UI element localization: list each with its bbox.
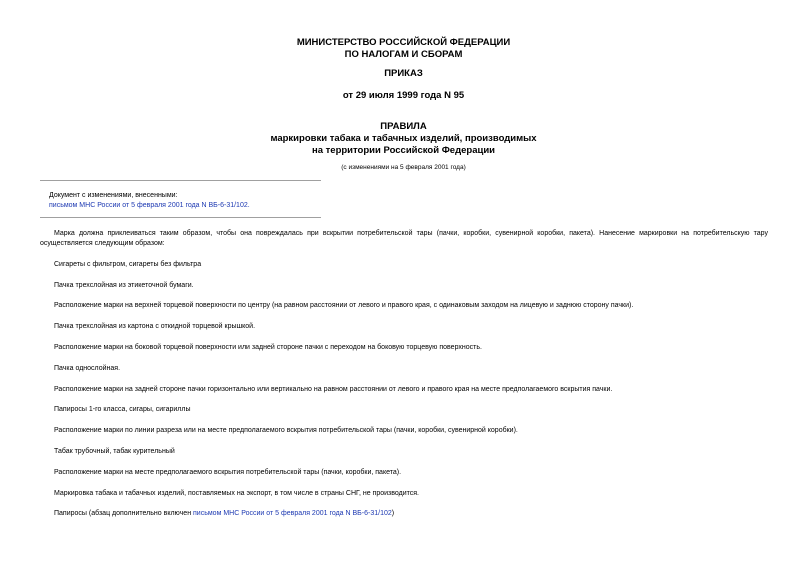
ministry-line-1: МИНИСТЕРСТВО РОССИЙСКОЙ ФЕДЕРАЦИИ (296, 37, 511, 48)
rules-title: ПРАВИЛА (380, 121, 427, 132)
rules-title-block (0, 121, 807, 157)
ministry-line-2: ПО НАЛОГАМ И СБОРАМ (344, 49, 463, 60)
paragraph-last (40, 509, 768, 519)
ministry-title (0, 37, 807, 61)
paragraph: Пачка трехслойная из картона с откидной торцевой крышкой. (54, 323, 256, 331)
paragraph: Пачка трехслойная из этикеточной бумаги. (54, 281, 194, 289)
paragraph: Папиросы 1-го класса, сигары, сигариллы (54, 406, 191, 414)
paragraph: Расположение марки на верхней торцевой поверхности по центру (на равном расстоянии от левого и правого края, с одинаковым заходом на лицевую и заднюю сторону пачки). (54, 302, 634, 310)
document-body (40, 229, 768, 530)
paragraph: Маркировка табака и табачных изделий, поставляемых на экспорт, в том числе в страны СНГ, не производится. (54, 489, 419, 497)
divider-bottom (40, 217, 321, 218)
paragraph: Табак трубочный, табак курительный (54, 447, 175, 455)
order-heading: ПРИКАЗ (384, 68, 423, 79)
order-date-number: от 29 июля 1999 года N 95 (342, 90, 465, 101)
rules-subtitle-line-1: маркировки табака и табачных изделий, производимых (270, 133, 537, 144)
paragraph: Расположение марки на боковой торцевой поверхности или задней стороне пачки с переходом на боковую торцевую поверхность. (54, 343, 482, 351)
last-paragraph-suffix: ) (391, 510, 395, 518)
paragraph: Пачка однослойная. (54, 364, 121, 372)
paragraph-intro: Марка должна приклеиваться таким образом, чтобы она повреждалась при вскрытии потребительской тары (пачки, коробки, сувенирной коробки, пакета). Нанесение маркировки на потребительскую тару осуществляется следующим образом: (40, 230, 768, 247)
amendment-letter-inline-link[interactable]: письмом МНС России от 5 февраля 2001 года N ВБ-6-31/102 (193, 510, 392, 518)
divider-top (40, 180, 321, 181)
amendment-letter-link[interactable]: письмом МНС России от 5 февраля 2001 года N ВБ-6-31/102. (49, 202, 250, 209)
document-changes-label: Документ с изменениями, внесенными: (49, 192, 178, 199)
paragraph: Расположение марки по линии разреза или на месте предполагаемого вскрытия потребительской тары (пачки, коробки, сувенирной коробки). (54, 427, 518, 435)
last-paragraph-prefix: Папиросы (абзац дополнительно включен (54, 510, 194, 518)
paragraph: Сигареты с фильтром, сигареты без фильтра (54, 260, 202, 268)
amendments-note: (с изменениями на 5 февраля 2001 года) (341, 164, 466, 171)
rules-subtitle-line-2: на территории Российской Федерации (311, 145, 496, 156)
paragraph: Расположение марки на задней стороне пачки горизонтально или вертикально на равном расстоянии от левого и правого края на месте предполагаемого вскрытия пачки. (54, 385, 613, 393)
document-changes-block (49, 191, 250, 211)
paragraph: Расположение марки на месте предполагаемого вскрытия потребительской тары (пачки, коробки, пакета). (54, 468, 402, 476)
